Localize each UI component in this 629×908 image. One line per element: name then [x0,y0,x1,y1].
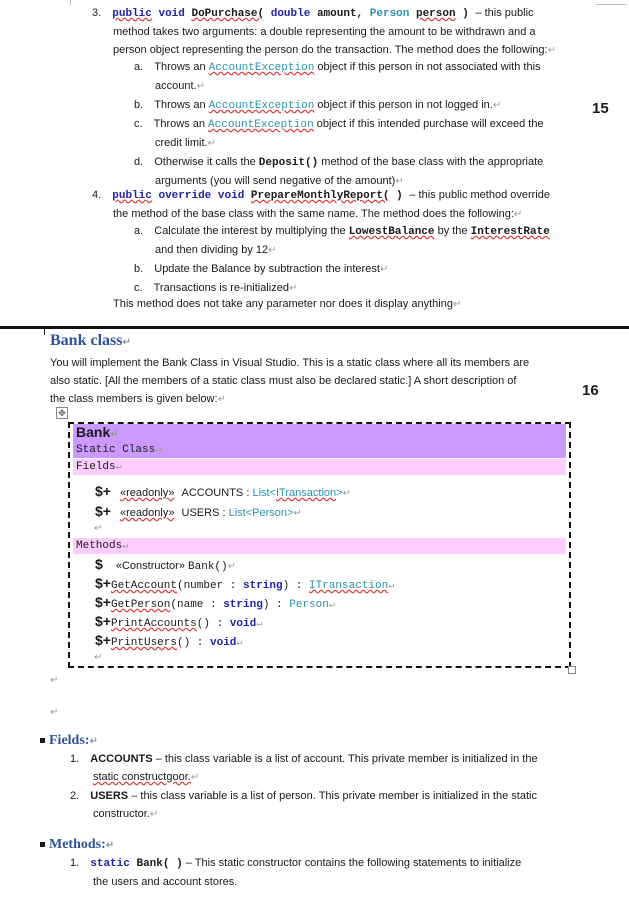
page-corner-mark [70,0,71,5]
method-stereotype: «Constructor» [115,560,185,572]
method-item [70,854,590,873]
sub-text: Throws an [154,99,209,111]
separator: : [222,507,226,519]
sub-text: object if this person in not associated with this [314,61,541,73]
field-name: ACCOUNTS [181,487,244,499]
field-item [70,750,590,768]
list-item-4: 4. public override void PrepareMonthlyReport( ) – this public method override the method of the base class with the same name. The method does the following:↵ [92,189,550,220]
uml-method-row: $+GetAccount(number : string) : ITransaction↵ [95,575,395,592]
code-interest-rate: InterestRate [470,226,550,238]
field-desc: – this class variable is a list of account. This private member is initialized in the [152,753,538,765]
page-corner-mark [44,329,45,335]
label-text: Fields [76,461,116,473]
sub-letter: d. [134,156,144,168]
method-name: PrepareMonthlyReport( [250,190,390,202]
field-type: List< [228,507,253,519]
list-number: 2. [70,790,80,802]
method-name: DoPurchase( [191,8,265,20]
field-name: USERS [181,507,220,519]
sub-item [134,58,594,77]
sub-text: Throws an [153,118,209,130]
sublist: a. Throws an AccountException object if this person in not associated with this account.↵ b. Throws an AccountException object if this person in not logged in.↵ c. Throws an AccountException object if this intended purchase will exceed the credit limit.↵ d. Otherwise it calls the Deposit() method of the base class with the appropriate arguments (you will send negative of the amount)↵ [134,58,594,191]
sub-text: object if this person in not logged in. [314,99,493,111]
method-desc: method takes two arguments: a double representing the amount to be withdrawn and a [113,26,536,38]
static-public-icon: $+ [95,503,111,519]
list-number: 3. [92,7,102,19]
method-footer-note: This method does not take any parameter nor does it display anything [113,298,453,310]
close-paren: ) [396,190,403,202]
sub-text: credit limit. [155,137,208,149]
uml-field-row: $+ «readonly» USERS : List<Person>↵ [95,503,302,519]
page-break-rule [0,326,629,329]
method-name: GetPerson [110,599,171,611]
param-type: string [243,580,283,592]
sub-text: Transactions is re-initialized [153,282,289,294]
param-name: person [415,8,456,20]
keyword-void: void [217,190,245,202]
sub-item: c. Transactions is re-initialized↵ [134,282,298,294]
methods-list [70,854,590,891]
sub-item: b. Throws an AccountException object if this person in not logged in.↵ [134,99,502,112]
keyword-static: static [90,858,130,870]
field-type: > [336,487,343,499]
param-type: Person [369,8,410,20]
uml-methods-label: Methods↵ [73,538,566,554]
field-desc: constructor. [93,808,150,820]
exception-name: AccountException [208,119,314,131]
sub-text: Throws an [154,61,209,73]
code-lowest-balance: LowestBalance [348,226,435,238]
static-public-icon: $+ [95,483,111,499]
sublist: a. Calculate the interest by multiplying the LowestBalance by the InterestRate and then dividing by 12↵ b. Update the Balance by subtraction the interest↵ c. Transactions is re-initialized↵ [134,222,604,298]
keyword-public: public [112,190,152,202]
uml-class-header: Bank↵ Static Class↵ [73,424,566,458]
sub-text: account. [155,80,197,92]
method-desc: – this public method override [409,189,550,201]
uml-method-row: $+PrintAccounts() : void↵ [95,613,263,630]
uml-class-name: Bank [76,424,111,440]
sub-text: method of the base class with the appropriate [318,156,544,168]
sub-text: Update the Balance by subtraction the interest [154,263,380,275]
static-public-icon: $+ [95,613,111,629]
fields-list: 1. ACCOUNTS – this class variable is a list of account. This private member is initialized in the static constructgoor.↵ 2. USERS – this class variable is a list of person. This private member is initialized in the static constructor.↵ [70,750,590,824]
sub-item: b. Update the Balance by subtraction the interest↵ [134,263,389,275]
method-params: (number : [176,580,243,592]
section-heading-bank-class: Bank class↵ [50,332,131,349]
field-item [70,787,590,805]
heading-text: Fields: [49,733,90,748]
sub-text: by the [434,225,471,237]
field-type: Person [252,507,288,519]
close-paren: ) [176,858,183,870]
fields-heading: Fields:↵ [40,732,98,751]
field-stereotype: «readonly» [120,487,175,499]
static-icon: $ [95,556,103,572]
exception-name: AccountException [208,100,315,112]
intro-line: You will implement the Bank Class in Visual Studio. This is a static class where all its members are [50,357,530,369]
static-public-icon: $+ [95,632,111,648]
return-type: Person [289,599,329,611]
uml-stereotype: Static Class [76,444,156,456]
table-move-handle-icon[interactable]: ✥ [56,407,68,419]
separator: : [246,487,250,499]
sub-text: arguments (you will send negative of the amount) [155,175,396,187]
method-params: (name : [170,599,224,611]
method-desc: person object representing the person do the transaction. The method does the following: [113,44,548,56]
method-name: PrintUsers [110,637,177,649]
method-desc: – this public [475,7,534,19]
method-params: ) : [282,580,310,592]
sub-letter: c. [134,282,143,294]
method-name: PrintAccounts [110,618,197,630]
field-name: ACCOUNTS [90,753,153,765]
uml-fields-label: Fields↵ [73,459,566,475]
keyword-void: void [158,8,185,20]
method-desc: the users and account stores. [93,876,238,888]
field-type: List< [252,487,276,499]
sub-letter: a. [134,225,144,237]
keyword-override: override [158,190,212,202]
uml-method-row: $+PrintUsers() : void↵ [95,632,243,649]
list-number: 1. [70,857,80,869]
sub-letter: c. [134,118,143,130]
field-name: USERS [90,790,129,802]
uml-method-row: $ «Constructor» Bank()↵ [95,556,237,573]
intro-line: also static. [All the members of a static class must also be declared static.] A short description of [50,375,517,387]
return-type: ITransaction [309,580,389,592]
list-number: 4. [92,189,102,201]
exception-name: AccountException [208,62,315,74]
close-paren: ) [462,8,469,20]
method-params: ) : [262,599,290,611]
heading-text: Bank class [50,332,123,349]
method-params: () : [196,618,230,630]
method-desc: the method of the base class with the same name. The method does the following: [113,208,514,220]
uml-field-row: $+ «readonly» ACCOUNTS : List<ITransaction>↵ [95,483,351,499]
return-type: void [229,618,257,630]
bank-intro: You will implement the Bank Class in Visual Studio. This is a static class where all its members are also static. [All the members of a static class must also be declared static.] A short description of the class members is given below:↵ [50,354,570,409]
sub-text: Calculate the interest by multiplying the [154,225,349,237]
list-number: 1. [70,753,80,765]
keyword-public: public [112,8,152,20]
return-type: void [210,637,237,649]
sub-text: and then dividing by 12 [155,244,269,256]
sub-letter: b. [134,263,144,275]
method-signature: Bank() [188,561,228,573]
method-params: () : [176,637,210,649]
field-type: ITransaction [276,487,337,499]
method-name: GetAccount [110,580,177,592]
heading-text: Methods: [49,837,106,852]
sub-text: Otherwise it calls the [154,156,259,168]
sub-item [134,153,594,172]
code-deposit: Deposit() [258,157,319,169]
sub-item [134,115,594,134]
field-stereotype: «readonly» [120,507,175,519]
sub-letter: b. [134,99,144,111]
param-name: amount, [316,8,364,20]
page-number: 16 [582,382,599,399]
list-item-3: 3. public void DoPurchase( double amount, Person person ) – this public method takes two arguments: a double representing the amount to be withdrawn and a person object representing the person do the transaction. The method does the following:↵ [92,4,592,60]
static-public-icon: $+ [95,575,111,591]
page-number: 15 [592,100,609,117]
method-name: Bank( [136,858,170,870]
table-resize-handle[interactable] [568,666,576,674]
page-corner-mark [596,4,626,5]
static-public-icon: $+ [95,594,111,610]
field-desc: static constructgoor. [93,771,191,783]
label-text: Methods [76,540,123,552]
sub-text: object if this intended purchase will exceed the [313,118,544,130]
intro-line: the class members is given below: [50,393,218,405]
uml-method-row: $+GetPerson(name : string) : Person↵ [95,594,335,611]
field-type: > [287,507,294,519]
uml-class-diagram: Bank↵ Static Class↵ Fields↵ $+ «readonly» ACCOUNTS : List<ITransaction>↵ $+ «readonly» USERS : List<Person>↵ ↵ Methods↵ $ «Constructor» Bank()↵ $+GetAccount(number : string) : ITransaction↵ $+GetPerson(name : string) : Person↵ $+PrintAccounts() : void↵ $+PrintUsers() : void↵ ↵ [68,422,571,668]
sub-letter: a. [134,61,144,73]
method-desc: – This static constructor contains the following statements to initialize [182,857,522,869]
param-type: double [270,8,311,20]
field-desc: – this class variable is a list of person. This private member is initialized in the static [128,790,537,802]
param-type: string [223,599,263,611]
methods-heading: Methods:↵ [40,836,114,855]
sub-item [134,222,604,241]
